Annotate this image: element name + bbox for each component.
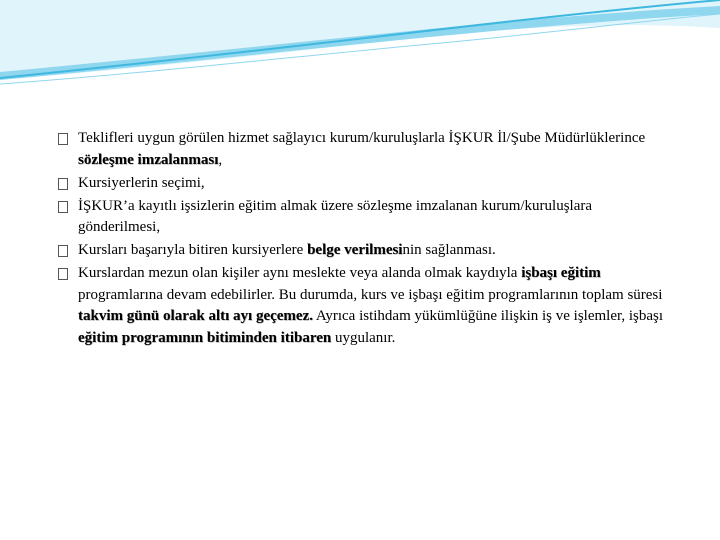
emphasis-text: takvim günü olarak altı ayı geçemez.: [78, 308, 313, 324]
item-text: uygulanır.: [331, 329, 396, 346]
checkbox-icon: [58, 201, 68, 213]
item-text: Kursları başarıyla bitiren kursiyerlere: [78, 242, 308, 258]
checkbox-icon: [58, 178, 68, 190]
list-item: [58, 196, 668, 239]
list-item: [58, 263, 668, 349]
emphasis-text: işbaşı eğitim: [521, 265, 601, 281]
item-text: nin sağlanması.: [402, 242, 496, 258]
list-item: [58, 128, 668, 171]
emphasis-text: belge verilmesi: [307, 242, 403, 258]
item-text: Kursiyerlerin seçimi,: [78, 174, 205, 191]
item-text: Ayrıca istihdam yükümlüğüne ilişkin iş ve işlemler, işbaşı: [312, 308, 664, 324]
item-text: ,: [218, 151, 223, 168]
item-text: İŞKUR’a kayıtlı işsizlerin eğitim almak üzere sözleşme imzalanan kurum/kuruluşlara gönderilmesi,: [78, 197, 593, 235]
item-text: programlarına devam edebilirler. Bu durumda, kurs ve işbaşı eğitim programlarının toplam süresi: [78, 286, 663, 303]
list-item: [58, 240, 668, 262]
list-item: [58, 173, 668, 195]
item-text: Kurslardan mezun olan kişiler aynı meslekte veya alanda olmak kaydıyla: [78, 265, 522, 281]
emphasis-text: eğitim programının bitiminden itibaren: [78, 329, 332, 346]
checkbox-icon: [58, 268, 68, 280]
bullet-list: [58, 128, 668, 351]
emphasis-text: sözleşme imzalanması: [78, 151, 219, 168]
item-text: Teklifleri uygun görülen hizmet sağlayıcı kurum/kuruluşlarla İŞKUR İl/Şube Müdürlüklerince: [78, 130, 646, 146]
header-wave-decoration: [0, 0, 720, 95]
checkbox-icon: [58, 245, 68, 257]
checkbox-icon: [58, 133, 68, 145]
